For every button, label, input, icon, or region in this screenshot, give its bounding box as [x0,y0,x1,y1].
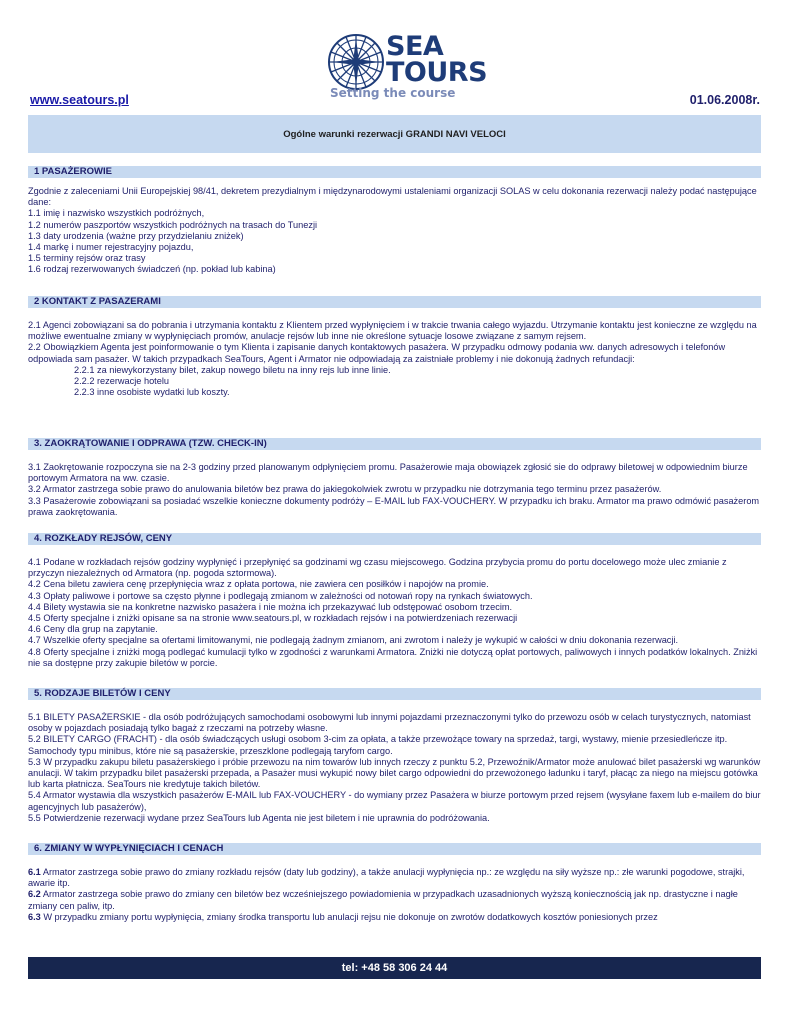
paragraph: 5.1 BILETY PASAŻERSKIE - dla osób podróżujących samochodami osobowymi lub innymi pojazdami przeznaczonymi tylko do przewozu osób w celach turystycznych, natomiast osoby w pojazdach posiadają tylko bagaż z rzeczami na potrzeby własne. [28,712,751,734]
paragraph: 3.2 Armator zastrzega sobie prawo do anulowania biletów bez prawa do jakiegokolwiek zwrotu w przypadku nie dotrzymania tego terminu przez pasażerów. [28,484,662,495]
logo-line2: TOURS [386,57,488,88]
section-body-3 [28,462,763,518]
paragraph: 4.1 Podane w rozkładach rejsów godziny wypłynięć i przepłynięć sa godzinami wg czasu miejscowego. Godzina przybycia promu do portu docelowego może ulec zmianie z przyczyn niezależnych od Armatora (np. pogoda sztormowa). [28,557,727,579]
list-item: 2.2.3 inne osobiste wydatki lub koszty. [74,387,230,398]
paragraph: 4.5 Oferty specjalne i zniżki opisane sa na stronie www.seatours.pl, w rozkładach rejsów i na potwierdzeniach rezerwacji [28,613,518,624]
section-body-1 [28,186,763,276]
paragraph: 2.1 Agenci zobowiązani sa do pobrania i utrzymania kontaktu z Klientem przed wypłynięciem i w trakcie trwania całego wyjazdu. Utrzymanie kontaktu jest konieczne ze względu na możliwe ewentualne zmiany w wypłynięciach promów, anulacje rejsów lub inne nie określone sytuacje losowe związane z samym rejsem. [28,320,757,342]
list-item: 1.1 imię i nazwisko wszystkich podróżnych, [28,208,205,219]
paragraph: 5.2 BILETY CARGO (FRACHT) - dla osób świadczących usługi osobom 3-cim za opłata, a także przewożące towary na sprzedaż, targi, wystawy, mienie przesiedleńcze itp. Samochody typu minibus, które nie są pasażerskie, przeszklone podlegają taryfom cargo. [28,734,728,756]
paragraph [28,912,763,923]
logo-wordmark [386,31,488,88]
list-item: 1.3 daty urodzenia (ważne przy przydzielaniu zniżek) [28,230,244,241]
logo-line1: SEA [386,31,444,62]
section-heading-6: 6. ZMIANY W WYPŁYNIĘCIACH I CENACH [28,843,761,855]
section-heading-2: 2 KONTAKT Z PASAZERAMI [28,296,761,308]
list-item: 1.6 rodzaj rezerwowanych świadczeń (np. pokład lub kabina) [28,264,276,275]
list-item: 2.2.1 za niewykorzystany bilet, zakup nowego biletu na inny rejs lub inne linie. [74,364,391,375]
paragraph: 5.3 W przypadku zakupu biletu pasażerskiego i próbie przewozu na nim towarów lub innych rzeczy z punktu 5.2, Przewoźnik/Armator może anulować bilet pasażerski wg warunków anulacji. W takim przypadku bilet pasażerski przepada, a Pasażer musi wykupić nowy bilet cargo odpowiedni do przewożonego ładunku i taryf, płacąc za niego na miejscu gotówka lub karta płatnicza. SeaTours nie kredytuje takich biletów. [28,756,761,790]
paragraph: 3.1 Zaokrętowanie rozpoczyna sie na 2-3 godziny przed planowanym odpłynięciem promu. Pasażerowie maja obowiązek zgłosić sie do odprawy biletowej w odpowiednim biurze portowym Armatora na ww. czasie. [28,462,748,484]
website-link[interactable]: www.seatours.pl [30,93,129,107]
section-heading-5: 5. RODZAJE BILETÓW I CENY [28,688,761,700]
paragraph: 5.4 Armator wystawia dla wszystkich pasażerów E-MAIL lub FAX-VOUCHERY - do wymiany przez Pasażera w biurze portowym przed rejsem (wysyłane faxem lub e-mailem do biur agencyjnych lub pasażerów), [28,790,761,812]
tagline: Setting the course [330,86,456,100]
footer-phone: tel: +48 58 306 24 44 [28,957,761,979]
section-body-6 [28,867,763,923]
paragraph-number: 6.3 [28,911,41,922]
paragraph: 4.7 Wszelkie oferty specjalne sa ofertami limitowanymi, nie podlegają żadnym zmianom, ani zwrotom i należy je wykupić w całości w dniu dokonania rezerwacji. [28,635,679,646]
section-body-5 [28,712,763,824]
list-item: 1.4 markę i numer rejestracyjny pojazdu, [28,242,194,253]
paragraph: 4.3 Opłaty paliwowe i portowe sa często płynne i podlegają zmianom w zależności od notowań ropy na rynkach światowych. [28,590,533,601]
document-date: 01.06.2008r. [689,93,760,107]
paragraph: 2.2 Obowiązkiem Agenta jest poinformowanie o tym Klienta i zapisanie danych kontaktowych pasażera. W przypadku odmowy podania ww. danych adresowych i telefonów odpowiada sam pasażer. W takich przypadkach SeaTours, Agent i Armator nie odpowiadają za zaistniałe problemy i nie dokonują żadnych refundacji: [28,342,726,364]
paragraph: 4.4 Bilety wystawia sie na konkretne nazwisko pasażera i nie można ich przekazywać lub odstępować osobom trzecim. [28,601,513,612]
section-heading-4: 4. ROZKŁADY REJSÓW, CENY [28,533,761,545]
list-item: 2.2.2 rezerwacje hotelu [74,376,169,387]
paragraph: Zgodnie z zaleceniami Unii Europejskiej 98/41, dekretem prezydialnym i międzynarodowymi ustaleniami organizacji SOLAS w celu dokonania rezerwacji należy podać następujące dane: [28,186,757,208]
list-item: 1.2 numerów paszportów wszystkich podróżnych na trasach do Tunezji [28,219,318,230]
document-title: Ogólne warunki rezerwacji GRANDI NAVI VELOCI [28,115,761,153]
paragraph-text: W przypadku zmiany portu wypłynięcia, zmiany środka transportu lub anulacji rejsu nie dokonuje on zwrotów dodatkowych kosztów poniesionych przez [40,911,658,922]
paragraph [28,867,763,889]
paragraph-text: Armator zastrzega sobie prawo do zmiany rozkładu rejsów (daty lub godziny), a także anulacji wypłynięcia np.: ze względu na siły wyższe np.: złe warunki pogodowe, strajki, awarie itp. [28,867,745,889]
section-heading-1: 1 PASAŻEROWIE [28,166,761,178]
paragraph: 4.6 Ceny dla grup na zapytanie. [28,624,158,635]
paragraph [28,889,763,911]
paragraph-text: Armator zastrzega sobie prawo do zmiany cen biletów bez wcześniejszego powiadomienia w przypadkach uzasadnionych wyższą koniecznością jak np. drastyczne i nagłe zmiany cen paliw, itp. [28,889,738,911]
list-item: 1.5 terminy rejsów oraz trasy [28,253,146,264]
paragraph: 3.3 Pasażerowie zobowiązani sa posiadać wszelkie konieczne dokumenty podróży – E-MAIL lub FAX-VOUCHERY. W przypadku ich braku. Armator ma prawo odmówić pasażerom prawa zaokrętowania. [28,495,760,517]
section-heading-3: 3. ZAOKRĄTOWANIE I ODPRAWA (TZW. CHECK-IN) [28,438,761,450]
paragraph: 4.2 Cena biletu zawiera cenę przepłynięcia wraz z opłata portowa, nie zawiera cen posiłków i napojów na promie. [28,579,489,590]
section-body-2 [28,320,763,398]
paragraph: 4.8 Oferty specjalne i zniżki mogą podlegać kumulacji tylko w zgodności z warunkami Armatora. Zniżki nie dotyczą opłat portowych, paliwowych i innych podatków lokalnych. Zniżki nie sa dostępne przy zakupie biletów w porcie. [28,646,758,668]
section-body-4 [28,557,763,669]
paragraph: 5.5 Potwierdzenie rezerwacji wydane przez SeaTours lub Agenta nie jest biletem i nie uprawnia do podróżowania. [28,812,490,823]
paragraph-number: 6.2 [28,889,41,900]
paragraph-number: 6.1 [28,867,41,877]
